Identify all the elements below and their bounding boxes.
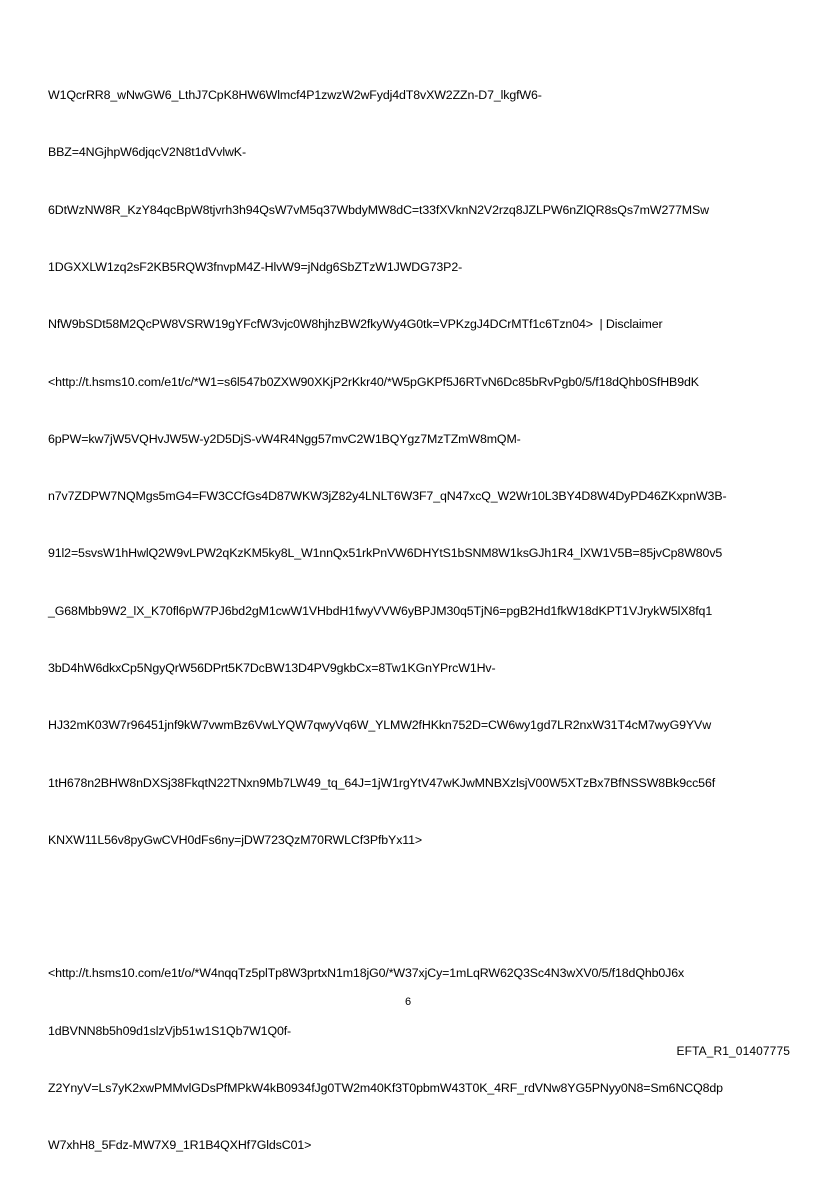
text-line: BBZ=4NGjhpW6djqcV2N8t1dVvlwK-	[48, 145, 246, 160]
text-line: 1dBVNN8b5h09d1slzVjb51w1S1Qb7W1Q0f-	[48, 1023, 292, 1038]
email-body-text	[48, 48, 778, 1193]
text-line: Z2YnyV=Ls7yK2xwPMMvlGDsPfMPkW4kB0934fJg0TW2m40Kf3T0pbmW43T0K_4RF_rdVNw8YG5PNyy0N8=Sm6NCQ8dp	[48, 1080, 723, 1095]
tracking-pixel-link-paragraph	[48, 926, 778, 1193]
text-line: 1DGXXLW1zq2sF2KB5RQW3fnvpM4Z-HlvW9=jNdg6SbZTzW1JWDG73P2-	[48, 260, 463, 275]
text-line: <http://t.hsms10.com/e1t/o/*W4nqqTz5plTp8W3prtxN1m18jG0/*W37xjCy=1mLqRW62Q3Sc4N3wXV0/5/f18dQhb0J6x	[48, 966, 685, 981]
text-line: 1tH678n2BHW8nDXSj38FkqtN22TNxn9Mb7LW49_tq_64J=1jW1rgYtV47wKJwMNBXzlsjV00W5XTzBx7BfNSSW8Bk9cc56f	[48, 775, 716, 790]
text-line: KNXW11L56v8pyGwCVH0dFs6ny=jDW723QzM70RWLCf3PfbYx11>	[48, 832, 423, 847]
tracking-link-paragraph	[48, 48, 778, 888]
page-number: 6	[404, 996, 412, 1008]
text-line: 3bD4hW6dkxCp5NgyQrW56DPrt5K7DcBW13D4PV9gkbCx=8Tw1KGnYPrcW1Hv-	[48, 661, 496, 675]
text-line: 6pPW=kw7jW5VQHvJW5W-y2D5DjS-vW4R4Ngg57mvC2W1BQYgz7MzTZmW8mQM-	[48, 431, 521, 446]
text-line: 91l2=5svsW1hHwlQ2W9vLPW2qKzKM5ky8L_W1nnQx51rkPnVW6DHYtS1bSNM8W1ksGJh1R4_lXW1V5B=85jvCp8W80v5	[48, 546, 723, 561]
text-line: W7xhH8_5Fdz-MW7X9_1R1B4QXHf7GldsC01>	[48, 1138, 312, 1153]
text-line: n7v7ZDPW7NQMgs5mG4=FW3CCfGs4D87WKW3jZ82y4LNLT6W3F7_qN47xcQ_W2Wr10L3BY4D8W4DyPD46ZKxpnW3B-	[48, 489, 727, 504]
text-line: HJ32mK03W7r96451jnf9kW7vwmBz6VwLYQW7qwyVq6W_YLMW2fHKkn752D=CW6wy1gd7LR2nxW31T4cM7wyG9YVw	[48, 718, 712, 733]
disclaimer-link-line[interactable]: NfW9bSDt58M2QcPW8VSRW19gYFcfW3vjc0W8hjhzBW2fkyWy4G0tk=VPKzgJ4DCrMTf1c6Tzn04> | Disclaimer	[48, 317, 663, 332]
text-line: _G68Mbb9W2_lX_K70fl6pW7PJ6bd2gM1cwW1VHbdH1fwyVVW6yBPJM30q5TjN6=pgB2Hd1fkW18dKPT1VJrykW5lX8fq1	[48, 603, 713, 618]
text-line: <http://t.hsms10.com/e1t/c/*W1=s6l547b0ZXW90XKjP2rKkr40/*W5pGKPf5J6RTvN6Dc85bRvPgb0/5/f18dQhb0SfHB9dK	[48, 374, 699, 389]
text-line: W1QcrRR8_wNwGW6_LthJ7CpK8HW6Wlmcf4P1zwzW2wFydj4dT8vXW2ZZn-D7_lkgfW6-	[48, 88, 542, 103]
document-id: EFTA_R1_01407775	[676, 1044, 790, 1058]
text-line: 6DtWzNW8R_KzY84qcBpW8tjvrh3h94QsW7vM5q37WbdyMW8dC=t33fXVknN2V2rzq8JZLPW6nZlQR8sQs7mW277MSw	[48, 202, 709, 217]
